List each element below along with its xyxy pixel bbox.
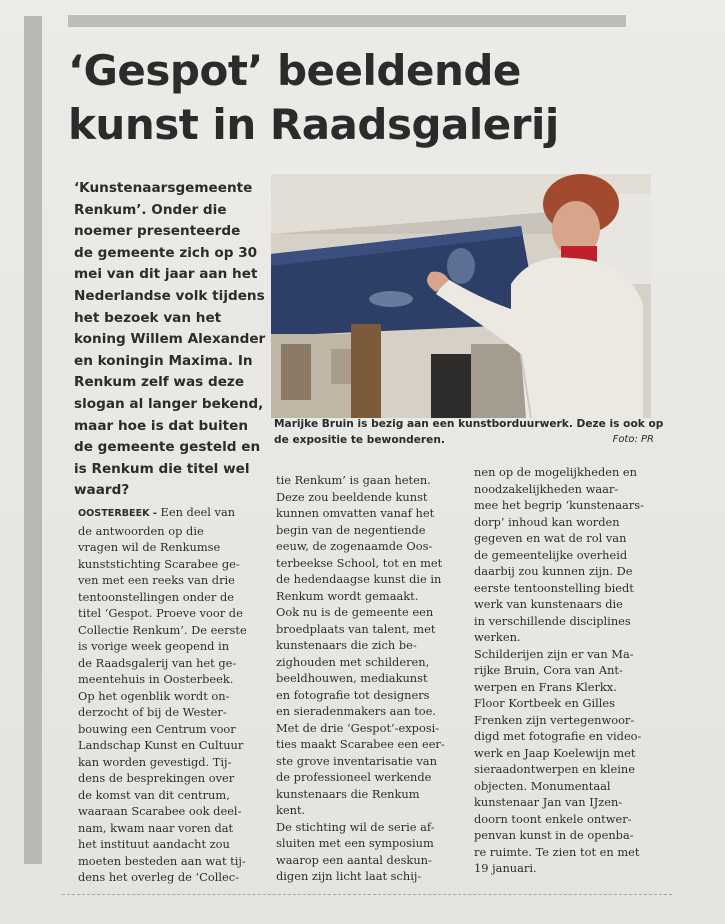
- caption-line-1: Marijke Bruin is bezig aan een kunstborduurwerk. Deze is ook op: [274, 418, 664, 430]
- body-line: De stichting wil de serie af-: [276, 819, 435, 834]
- body-line: de antwoorden op die: [78, 523, 204, 538]
- body-line: [78, 504, 262, 523]
- body-column-2: [276, 472, 460, 885]
- body-line: werk van kunstenaars die: [474, 597, 623, 611]
- lead-line: maar hoe is dat buiten: [74, 417, 248, 434]
- lead-line: en koningin Maxima. In: [74, 352, 253, 369]
- body-line-text: Een deel van: [156, 505, 236, 519]
- body-line: derzocht of bij de Wester-: [78, 705, 227, 719]
- headline-line-2: kunst in Raadsgalerij: [68, 100, 559, 149]
- body-line: ven met een reeks van drie: [78, 573, 235, 587]
- body-line: daarbij zou kunnen zijn. De: [474, 564, 633, 578]
- body-column-1: [78, 504, 262, 886]
- body-line: broedplaats van talent, met: [276, 621, 436, 636]
- body-line: Frenken zijn vertegenwoor-: [474, 712, 635, 727]
- dateline: OOSTERBEEK -: [78, 508, 157, 519]
- body-line: Met de drie ‘Gespot’-exposi-: [276, 720, 440, 735]
- body-line: penvan kunst in de openba-: [474, 828, 634, 842]
- photo-credit: Foto: PR: [612, 434, 654, 445]
- body-line: gegeven en wat de rol van: [474, 531, 627, 545]
- body-line: kunnen omvatten vanaf het: [276, 506, 435, 520]
- body-line: tentoonstellingen onder de: [78, 589, 235, 604]
- body-line: bouwing een Centrum voor: [78, 721, 236, 736]
- lead-line: Nederlandse volk tijdens: [74, 287, 265, 304]
- body-line: vragen wil de Renkumse: [78, 540, 221, 554]
- lead-line: de gemeente zich op 30: [74, 244, 258, 261]
- body-line: dens de besprekingen over: [78, 771, 235, 785]
- body-line: kunstenaars die zich be-: [276, 638, 417, 652]
- lead-line: slogan al langer bekend,: [74, 395, 264, 412]
- photo-illustration: [271, 174, 651, 418]
- lead-line: mei van dit jaar aan het: [74, 266, 258, 283]
- body-line: mee het begrip ‘kunstenaars-: [474, 498, 644, 512]
- body-line: Op het ogenblik wordt on-: [78, 688, 230, 703]
- body-line: rijke Bruin, Cora van Ant-: [474, 663, 623, 677]
- article-lead: [74, 178, 264, 502]
- body-column-3: [474, 464, 670, 877]
- lead-line: noemer presenteerde: [74, 223, 241, 240]
- body-line: Deze zou beeldende kunst: [276, 489, 428, 504]
- body-line: meentehuis in Oosterbeek.: [78, 672, 234, 686]
- body-line: waaraan Scarabee ook deel-: [78, 804, 242, 818]
- body-line: in verschillende disciplines: [474, 613, 631, 628]
- lead-line: is Renkum die titel wel: [74, 460, 250, 477]
- body-line: de hedendaagse kunst die in: [276, 572, 442, 586]
- lead-line: Renkum zelf was deze: [74, 374, 245, 391]
- article-headline: [68, 44, 668, 152]
- body-line: eerste tentoonstelling biedt: [474, 580, 634, 595]
- body-line: beeldhouwen, mediakunst: [276, 671, 428, 685]
- body-line: Collectie Renkum’. De eerste: [78, 622, 247, 637]
- body-line: ste grove inventarisatie van: [276, 753, 437, 768]
- body-line: sluiten met een symposium: [276, 836, 434, 850]
- lead-line: koning Willem Alexander: [74, 331, 266, 348]
- body-line: Ook nu is de gemeente een: [276, 605, 434, 619]
- body-line: werpen en Frans Klerkx.: [474, 679, 617, 694]
- body-line: tie Renkum’ is gaan heten.: [276, 473, 431, 487]
- body-line: noodzakelijkheden waar-: [474, 481, 619, 496]
- body-line: de Raadsgalerij van het ge-: [78, 655, 237, 670]
- body-line: kunstenaar Jan van IJzen-: [474, 795, 623, 809]
- lead-line: Renkum’. Onder die: [74, 201, 227, 218]
- body-line: dorp’ inhoud kan worden: [474, 514, 620, 529]
- body-line: werk en Jaap Koelewijn met: [474, 745, 636, 760]
- headline-line-1: ‘Gespot’ beeldende: [68, 46, 521, 95]
- caption-line-2: de expositie te bewonderen.: [274, 433, 445, 446]
- body-line: terbeekse School, tot en met: [276, 555, 443, 570]
- body-line: dens het overleg de ‘Collec-: [78, 870, 239, 884]
- body-line: begin van de negentiende: [276, 522, 426, 537]
- lead-line: ‘Kunstenaarsgemeente: [74, 180, 253, 196]
- body-line: kent.: [276, 803, 306, 817]
- body-line: digen zijn licht laat schij-: [276, 869, 422, 883]
- article-photo: [271, 174, 651, 418]
- body-line: ties maakt Scarabee een eer-: [276, 737, 445, 751]
- body-line: Floor Kortbeek en Gilles: [474, 696, 616, 710]
- body-line: waarop een aantal deskun-: [276, 852, 432, 867]
- body-line: Landschap Kunst en Cultuur: [78, 738, 244, 752]
- photo-caption: [274, 417, 664, 448]
- body-line: moeten besteden aan wat tij-: [78, 853, 246, 868]
- body-line: nam, kwam naar voren dat: [78, 820, 234, 835]
- body-line: Schilderijen zijn er van Ma-: [474, 646, 634, 661]
- body-line: titel ‘Gespot. Proeve voor de: [78, 606, 243, 620]
- body-line: eeuw, de zogenaamde Oos-: [276, 539, 433, 553]
- body-line: objecten. Monumentaal: [474, 778, 611, 793]
- body-line: digd met fotografie en video-: [474, 729, 642, 743]
- body-line: en sieradenmakers aan toe.: [276, 704, 437, 718]
- lead-line: de gemeente gesteld en: [74, 439, 261, 456]
- body-line: doorn toont enkele ontwer-: [474, 811, 632, 826]
- body-line: de gemeentelijke overheid: [474, 547, 628, 562]
- lead-line: het bezoek van het: [74, 309, 222, 326]
- body-line: Renkum wordt gemaakt.: [276, 588, 419, 603]
- body-line: de komst van dit centrum,: [78, 787, 230, 802]
- body-line: kunstenaars die Renkum: [276, 786, 420, 801]
- body-line: is vorige week geopend in: [78, 639, 230, 653]
- body-line: re ruimte. Te zien tot en met: [474, 844, 640, 859]
- body-line: de professioneel werkende: [276, 770, 432, 784]
- body-line: kunststichting Scarabee ge-: [78, 556, 240, 571]
- body-line: en fotografie tot designers: [276, 687, 430, 702]
- body-line: nen op de mogelijkheden en: [474, 465, 638, 479]
- body-line: werken.: [474, 630, 521, 644]
- body-line: het instituut aandacht zou: [78, 837, 230, 851]
- lead-line: waard?: [74, 482, 130, 499]
- bottom-rule: [62, 894, 672, 896]
- body-line: kan worden gevestigd. Tij-: [78, 754, 232, 769]
- body-line: 19 januari.: [474, 861, 537, 875]
- left-column-bar: [24, 16, 42, 864]
- body-line: zighouden met schilderen,: [276, 654, 430, 669]
- top-rule: [68, 15, 626, 27]
- body-line: sieraadontwerpen en kleine: [474, 762, 635, 776]
